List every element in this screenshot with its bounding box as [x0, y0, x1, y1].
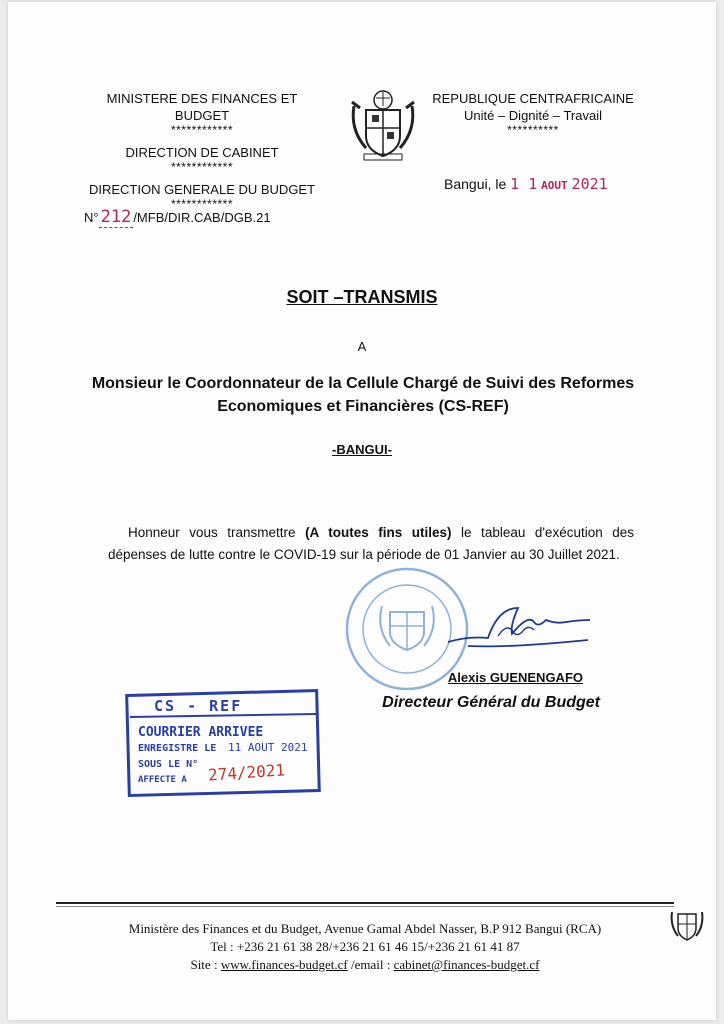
site-label: Site :	[190, 957, 221, 972]
recipient-city: -BANGUI-	[332, 442, 392, 457]
budget-direction: DIRECTION GENERALE DU BUDGET	[88, 182, 316, 197]
reception-stamp	[124, 689, 324, 799]
footer-divider	[56, 906, 674, 907]
header-left	[82, 90, 322, 210]
email-link[interactable]: cabinet@finances-budget.cf	[393, 957, 540, 972]
stamp-org: CS - REF	[154, 697, 243, 715]
document-title: SOIT –TRANSMIS	[286, 287, 438, 307]
date-prefix: Bangui, le	[444, 176, 507, 192]
coat-of-arms-icon	[348, 88, 418, 162]
footer-web	[56, 956, 674, 974]
separator-stars: ************	[170, 123, 234, 137]
body-text-bold: (A toutes fins utiles)	[305, 525, 452, 540]
signatory-title: Directeur Général du Budget	[382, 694, 600, 711]
separator-stars: **********	[507, 123, 559, 137]
date-day: 1 1	[510, 175, 538, 193]
stamp-mail-label: COURRIER ARRIVEE	[138, 725, 264, 740]
recipient-line-2: Economiques et Financières (CS-REF)	[217, 398, 509, 415]
ref-suffix: /MFB/DIR.CAB/DGB.21	[133, 210, 271, 225]
stamp-assigned-label: AFFECTE A	[138, 775, 187, 785]
recipient-line-1: Monsieur le Coordonnateur de la Cellule Chargé de Suivi des Reformes	[91, 375, 635, 392]
stamp-registered-date: 11 AOUT 2021	[228, 741, 308, 754]
handwritten-signature-icon	[438, 602, 618, 662]
document-date	[444, 175, 608, 193]
cabinet-direction: DIRECTION DE CABINET	[125, 145, 279, 160]
ministry-name: MINISTERE DES FINANCES ET BUDGET	[106, 91, 298, 123]
stamp-handwritten-number: 274/2021	[207, 760, 286, 785]
footer-address: Ministère des Finances et du Budget, Avenue Gamal Abdel Nasser, B.P 912 Bangui (RCA)	[128, 921, 602, 936]
body-text-end: le tableau d'exécution des dépenses de lutte contre le COVID-19 sur la période de 01 Janvier au 30 Juillet 2021.	[108, 525, 634, 562]
ref-handwritten-number: 212	[100, 207, 132, 227]
reference-number	[84, 207, 271, 227]
website-link[interactable]: www.finances-budget.cf	[220, 957, 348, 972]
header-right	[428, 90, 638, 136]
stamp-number-label: SOUS LE N°	[138, 759, 199, 770]
date-month: AOUT	[541, 179, 568, 192]
separator-stars: ************	[170, 160, 234, 174]
body-text-start: Honneur vous transmettre	[128, 525, 306, 540]
footer-contact	[56, 920, 674, 974]
footer-divider	[56, 902, 674, 904]
addressee-prefix: A	[357, 339, 367, 354]
recipient	[68, 372, 658, 418]
separator-stars: ************	[170, 197, 234, 211]
republic-name: REPUBLIQUE CENTRAFRICAINE	[432, 91, 634, 106]
stamp-registered-label: ENREGISTRE LE	[138, 743, 217, 754]
body-paragraph	[108, 522, 634, 566]
ref-prefix: N°	[84, 210, 99, 225]
signatory-name: Alexis GUENENGAFO	[447, 670, 583, 685]
footer-phone: Tel : +236 21 61 38 28/+236 21 61 46 15/+236 21 61 41 87	[210, 939, 520, 954]
email-label: /email :	[347, 957, 394, 972]
national-motto: Unité – Dignité – Travail	[463, 108, 602, 123]
document-page	[8, 2, 716, 1020]
date-year: 2021	[571, 175, 608, 193]
